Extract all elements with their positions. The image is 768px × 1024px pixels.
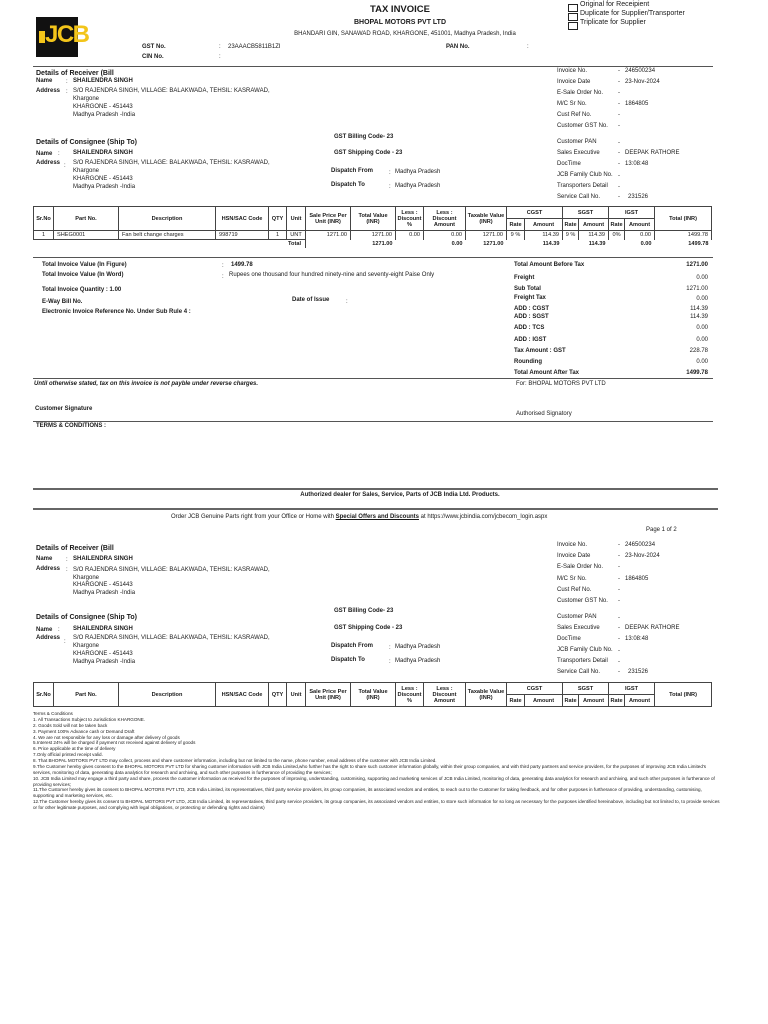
cell-cgst-amount: 114.39 [525, 231, 563, 240]
col-discount-amount: Less : Discount Amount [424, 207, 466, 231]
info-label: Invoice Date [557, 553, 591, 559]
consignee-address-line: Madhya Pradesh -India [73, 184, 136, 190]
consignee-address-label: Address [36, 160, 61, 166]
total-value-sum: 1271.00 [372, 240, 393, 247]
consignee-address-line: Khargone [73, 643, 100, 649]
header-divider [33, 66, 713, 67]
info-label: Transporters Detail [557, 183, 608, 189]
gst-billing-code: GST Billing Code- 23 [334, 134, 394, 140]
dispatch-to-label: Dispatch To [331, 657, 365, 663]
receiver-address-label: Address [36, 566, 61, 572]
terms-item: 5.Interest 24% will be charged if payment not received against delivery of goods [33, 740, 196, 746]
col-igst-rate: Rate [609, 695, 625, 707]
table-header-row [34, 683, 712, 695]
cell-taxable: 1271.00 [466, 231, 507, 240]
col-cgst-amount: Amount [525, 219, 563, 231]
info-label: Transporters Detail [557, 658, 608, 664]
info-label: Cust Ref No. [557, 587, 592, 593]
consignee-address-label: Address [36, 635, 61, 641]
col-discount-pct: Less : Discount % [396, 207, 424, 231]
summary-divider [33, 257, 713, 258]
customer-signature-label: Customer Signature [35, 406, 93, 412]
info-value: 246500234 [625, 542, 656, 548]
cell-part: SHEG0001 [54, 231, 119, 240]
summary-label: Freight Tax [514, 295, 546, 301]
info-label: DocTime [557, 161, 581, 167]
table-header-row [34, 207, 712, 219]
authorised-signatory-label: Authorised Signatory [516, 411, 572, 417]
copy-checkbox-triplicate[interactable] [568, 22, 578, 30]
eway-bill-label: E-Way Bill No. [42, 299, 83, 305]
info-value: 13:08:48 [625, 636, 649, 642]
summary-label: ADD : SGST [514, 314, 549, 320]
info-label: Sales Executive [557, 150, 600, 156]
order-online-line [171, 514, 547, 521]
summary-label: Tax Amount : GST [514, 348, 566, 354]
info-label: JCB Family Club No. [557, 647, 613, 653]
summary-label: Rounding [514, 359, 542, 365]
consignee-address-line: Madhya Pradesh -India [73, 659, 136, 665]
info-value: 1864805 [625, 576, 649, 582]
invoice-title: TAX INVOICE [370, 4, 430, 15]
col-unit: Unit [287, 207, 306, 231]
col-total: Total (INR) [655, 207, 712, 231]
terms-item: 4. We are not responsible for any loss or damage after delivery of goods [33, 734, 180, 740]
info-value: 1864805 [625, 101, 649, 107]
footer-divider [33, 378, 713, 379]
total-label: Total [34, 240, 306, 248]
col-sgst-amount: Amount [579, 219, 609, 231]
date-of-issue-label: Date of Issue [292, 297, 330, 303]
gst-label: GST No. [142, 44, 166, 50]
terms-item: 2. Goods Sold will not be taken back [33, 722, 108, 728]
info-value: 246500234 [625, 68, 656, 74]
info-label: Invoice No. [557, 68, 588, 74]
col-taxable: Taxable Value (INR) [466, 683, 507, 707]
table-row [34, 231, 712, 240]
info-label: Cust Ref No. [557, 112, 592, 118]
terms-title: Terms & Conditions [33, 711, 73, 716]
col-discount-pct: Less : Discount % [396, 683, 424, 707]
total-cgst-sum: 114.39 [542, 240, 560, 247]
summary-value: 0.00 [696, 337, 708, 343]
total-figure-label: Total Invoice Value (In Figure) [42, 262, 127, 268]
total-words-label: Total Invoice Value (In Word) [42, 272, 124, 278]
cell-desc: Fan belt change charges [119, 231, 216, 240]
order-url-text: at https://www.jcbindia.com/jcbecom_login.aspx [418, 514, 548, 520]
info-label: M/C Sr No. [557, 576, 587, 582]
summary-label: Sub Total [514, 286, 541, 292]
receiver-heading: Details of Receiver (Bill [36, 70, 114, 77]
terms-item: 3. Payment 100% Advance cash or Demand Draft [33, 728, 135, 734]
offers-link[interactable]: Special Offers and Discounts [335, 514, 419, 520]
col-taxable: Taxable Value (INR) [466, 207, 507, 231]
col-total: Total (INR) [655, 683, 712, 707]
total-words-value: Rupees one thousand four hundred ninety-nine and seventy-eight Paise Only [229, 272, 435, 278]
col-cgst-rate: Rate [507, 219, 525, 231]
dealer-bottom-line [33, 508, 718, 510]
order-text: Order JCB Genuine Parts right from your Office or Home with [171, 514, 336, 520]
info-label: Customer PAN [557, 139, 597, 145]
consignee-name-label: Name [36, 151, 53, 157]
col-qty: QTY [269, 683, 287, 707]
info-label: JCB Family Club No. [557, 172, 613, 178]
receiver-address-line: Madhya Pradesh -India [73, 112, 136, 118]
info-value: DEEPAK RATHORE [625, 150, 680, 156]
summary-value: 114.39 [690, 314, 708, 320]
col-sgst-rate: Rate [563, 695, 579, 707]
col-igst: IGST [609, 207, 655, 219]
receiver-name-label: Name [36, 78, 53, 84]
consignee-address-line: S/O RAJENDRA SINGH, VILLAGE: BALAKWADA, TEHSIL: KASRAWAD, [73, 160, 270, 166]
total-igst-sum: 0.00 [640, 240, 652, 247]
receiver-address-line: S/O RAJENDRA SINGH, VILLAGE: BALAKWADA, TEHSIL: KASRAWAD, [73, 88, 270, 94]
info-label: Customer GST No. [557, 123, 608, 129]
cell-cgst-rate: 9 % [507, 231, 525, 240]
consignee-heading: Details of Consignee (Ship To) [36, 614, 137, 621]
receiver-name-label: Name [36, 556, 53, 562]
copy-label-triplicate: Triplicate for Supplier [580, 19, 646, 26]
copy-label-duplicate: Duplicate for Supplier/Transporter [580, 10, 685, 17]
summary-value: 228.78 [689, 348, 708, 354]
consignee-name: SHAILENDRA SINGH [73, 626, 133, 632]
summary-label: Total Amount After Tax [514, 370, 579, 376]
copy-label-original: Original for Receipient [580, 1, 650, 8]
cell-sgst-rate: 9 % [563, 231, 579, 240]
info-value: 23-Nov-2024 [625, 79, 660, 85]
info-label: Invoice Date [557, 79, 591, 85]
authorized-dealer-line: Authorized dealer for Sales, Service, Parts of JCB India Ltd. Products. [300, 492, 500, 498]
copy-checkbox-duplicate[interactable] [568, 13, 578, 21]
summary-value: 114.39 [690, 306, 708, 312]
terms-item: 9.The Customer hereby gives consent to the BHOPAL MOTORS PVT LTD for sharing customer information with JCB India Limited,who further has the right to share such customer information globally, within their group companies, and with third party partners and service providers, for the purposes of improving JCB India Limited's services, monitoring of data, generating data analytics for research and archiving, and such other purposes in furtherance of providing the services; [33, 763, 707, 775]
info-label: Service Call No. [557, 194, 601, 200]
col-part: Part No. [54, 207, 119, 231]
receiver-address-line: KHARGONE - 451443 [73, 582, 133, 588]
receiver-name: SHAILENDRA SINGH [73, 78, 133, 84]
summary-value: 0.00 [696, 359, 708, 365]
page-number: Page 1 of 2 [646, 527, 677, 533]
col-cgst-amount: Amount [525, 695, 563, 707]
col-hsn: HSN/SAC Code [216, 207, 269, 231]
col-hsn: HSN/SAC Code [216, 683, 269, 707]
receiver-address-line: Madhya Pradesh -India [73, 590, 136, 596]
dispatch-from-value: Madhya Pradesh [395, 644, 441, 650]
summary-value: 1271.00 [686, 286, 708, 292]
col-sgst-rate: Rate [563, 219, 579, 231]
col-sgst: SGST [563, 683, 609, 695]
cell-igst-amount: 0.00 [625, 231, 655, 240]
terms-divider [33, 421, 713, 422]
cell-total: 1499.78 [655, 231, 712, 240]
terms-item: 8. That BHOPAL MOTORS PVT LTD may collect, process and share customer information, including but not limited to the name, phone number, email address of the customer with JCB India Limited. [33, 758, 437, 763]
total-figure-value: 1499.78 [231, 262, 253, 268]
dispatch-to-value: Madhya Pradesh [395, 183, 441, 189]
terms-item: 6. Price applicable at the time of delivery [33, 746, 116, 752]
col-unit: Unit [287, 683, 306, 707]
col-sgst: SGST [563, 207, 609, 219]
dispatch-from-value: Madhya Pradesh [395, 169, 441, 175]
col-discount-amount: Less : Discount Amount [424, 683, 466, 707]
col-desc: Description [119, 207, 216, 231]
info-label: E-Sale Order No. [557, 90, 604, 96]
col-sgst-amount: Amount [579, 695, 609, 707]
receiver-address-label: Address [36, 88, 61, 94]
summary-label: Total Amount Before Tax [514, 262, 585, 268]
copy-checkbox-original[interactable] [568, 4, 578, 12]
col-srno: Sr.No [34, 207, 54, 231]
col-cgst: CGST [507, 207, 563, 219]
col-srno: Sr.No [34, 683, 54, 707]
col-igst-amount: Amount [625, 695, 655, 707]
einvoice-label: Electronic Invoice Reference No. Under Sub Rule 4 : [42, 309, 191, 315]
consignee-name: SHAILENDRA SINGH [73, 150, 133, 156]
dispatch-to-value: Madhya Pradesh [395, 658, 441, 664]
total-grand-sum: 1499.78 [688, 240, 709, 247]
receiver-address-line: Khargone [73, 575, 100, 581]
info-label: Sales Executive [557, 625, 600, 631]
col-igst: IGST [609, 683, 655, 695]
company-address: BHANDARI GIN, SANAWAD ROAD, KHARGONE, 451001, Madhya Pradesh, India [294, 31, 516, 37]
items-table [33, 206, 712, 248]
info-value: 13:08:48 [625, 161, 649, 167]
receiver-address-line: S/O RAJENDRA SINGH, VILLAGE: BALAKWADA, TEHSIL: KASRAWAD, [73, 567, 270, 573]
col-price: Sale Price Per Unit (INR) [306, 683, 351, 707]
dispatch-from-label: Dispatch From [331, 643, 374, 649]
cell-sgst-amount: 114.39 [579, 231, 609, 240]
dispatch-to-label: Dispatch To [331, 182, 365, 188]
terms-item: 1. All Transactions Subject to Jurisdiction KHARGONE. [33, 716, 146, 722]
terms-and-conditions [33, 711, 723, 811]
info-label: DocTime [557, 636, 581, 642]
cell-total-value: 1271.00 [351, 231, 396, 240]
summary-value: 0.00 [696, 325, 708, 331]
receiver-name: SHAILENDRA SINGH [73, 556, 133, 562]
terms-heading: TERMS & CONDITIONS : [36, 423, 106, 429]
summary-label: ADD : IGST [514, 337, 547, 343]
receiver-address-line: Khargone [73, 96, 100, 102]
summary-value: 1271.00 [686, 262, 708, 268]
gst-shipping-code: GST Shipping Code - 23 [334, 625, 403, 631]
receiver-heading: Details of Receiver (Bill [36, 545, 114, 552]
cell-hsn: 998719 [216, 231, 269, 240]
terms-item: 10. JCB India Limited may engage a third party and share, process the customer information as received for the purposes of improving, understanding, customising, supporting and marketing services of JCB India Limited, monitoring of data, generating data analytics for research and archiving, and such other purposes in furtherance of providing services; [33, 775, 715, 787]
col-cgst-rate: Rate [507, 695, 525, 707]
summary-value: 0.00 [696, 296, 708, 302]
col-total-value: Total Value (INR) [351, 207, 396, 231]
summary-value: 1499.78 [686, 370, 708, 376]
info-label: E-Sale Order No. [557, 564, 604, 570]
consignee-heading: Details of Consignee (Ship To) [36, 139, 137, 146]
gst-billing-code: GST Billing Code- 23 [334, 608, 394, 614]
col-qty: QTY [269, 207, 287, 231]
dispatch-from-label: Dispatch From [331, 168, 374, 174]
cell-discount-amount: 0.00 [424, 231, 466, 240]
gst-value: 23AAACB5811B1ZI [228, 44, 281, 50]
col-cgst: CGST [507, 683, 563, 695]
cell-qty: 1 [269, 231, 287, 240]
col-desc: Description [119, 683, 216, 707]
cell-unit: UNT [287, 231, 306, 240]
reverse-charge-note: Until otherwise stated, tax on this invoice is not payble under reverse charges. [34, 381, 259, 387]
total-sgst-sum: 114.39 [588, 240, 606, 247]
terms-item: 12.The Customer hereby gives its consent to BHOPAL MOTORS PVT LTD, JCB India Limited, its representatives, third party service providers, its group companies, its associated vendors and entities, to store such information for so long as necessary for the purposes identified hereinabove, including but not limited to, to provide services or for other legitimate purposes, and complying with legal obligations, or protecting or defending rights and claims) [33, 799, 720, 810]
info-value: 23-Nov-2024 [625, 553, 660, 559]
info-value: 231526 [628, 194, 649, 200]
company-name: BHOPAL MOTORS PVT LTD [353, 19, 447, 26]
summary-label: Freight [514, 275, 535, 281]
col-part: Part No. [54, 683, 119, 707]
cell-igst-rate: 0% [609, 231, 625, 240]
dealer-top-line [33, 488, 718, 490]
info-value: 231526 [628, 669, 649, 675]
consignee-name-label: Name [36, 627, 53, 633]
consignee-address-line: S/O RAJENDRA SINGH, VILLAGE: BALAKWADA, TEHSIL: KASRAWAD, [73, 635, 270, 641]
cell-discount-pct: 0.00 [396, 231, 424, 240]
terms-item: 7.Only official printed receipt valid. [33, 752, 103, 758]
terms-item: 11.The Customer hereby gives its consent to BHOPAL MOTORS PVT LTD, JCB India Limited, its representatives, third party service providers, its group companies, its associated vendors and entities, to reach out to the Customer for taking feedback, and for other purposes in furtherance of providing, understanding, customising, supporting and marketing services, etc. [33, 787, 702, 799]
summary-label: ADD : TCS [514, 325, 545, 331]
total-discount-sum: 0.00 [451, 240, 463, 247]
for-company-label: For: BHOPAL MOTORS PVT LTD [516, 381, 606, 387]
consignee-address-line: KHARGONE - 451443 [73, 176, 133, 182]
cin-label: CIN No. [142, 54, 164, 60]
info-label: Invoice No. [557, 542, 588, 548]
info-label: Service Call No. [557, 669, 601, 675]
items-table-page-2 [33, 682, 712, 707]
info-label: Customer PAN [557, 614, 597, 620]
gst-shipping-code: GST Shipping Code - 23 [334, 150, 403, 156]
pan-label: PAN No. [446, 44, 470, 50]
total-taxable-sum: 1271.00 [483, 240, 504, 247]
col-price: Sale Price Per Unit (INR) [306, 207, 351, 231]
cell-srno: 1 [34, 231, 54, 240]
summary-label: ADD : CGST [514, 306, 549, 312]
jcb-logo: JCB [36, 17, 78, 57]
table-total-row [34, 240, 712, 248]
col-igst-amount: Amount [625, 219, 655, 231]
col-total-value: Total Value (INR) [351, 683, 396, 707]
summary-value: 0.00 [696, 275, 708, 281]
consignee-address-line: Khargone [73, 168, 100, 174]
consignee-address-line: KHARGONE - 451443 [73, 651, 133, 657]
cell-price: 1271.00 [306, 231, 351, 240]
info-label: Customer GST No. [557, 598, 608, 604]
col-igst-rate: Rate [609, 219, 625, 231]
receiver-address-line: KHARGONE - 451443 [73, 104, 133, 110]
info-value: DEEPAK RATHORE [625, 625, 680, 631]
info-label: M/C Sr No. [557, 101, 587, 107]
total-quantity: Total Invoice Quantity : 1.00 [42, 287, 122, 293]
